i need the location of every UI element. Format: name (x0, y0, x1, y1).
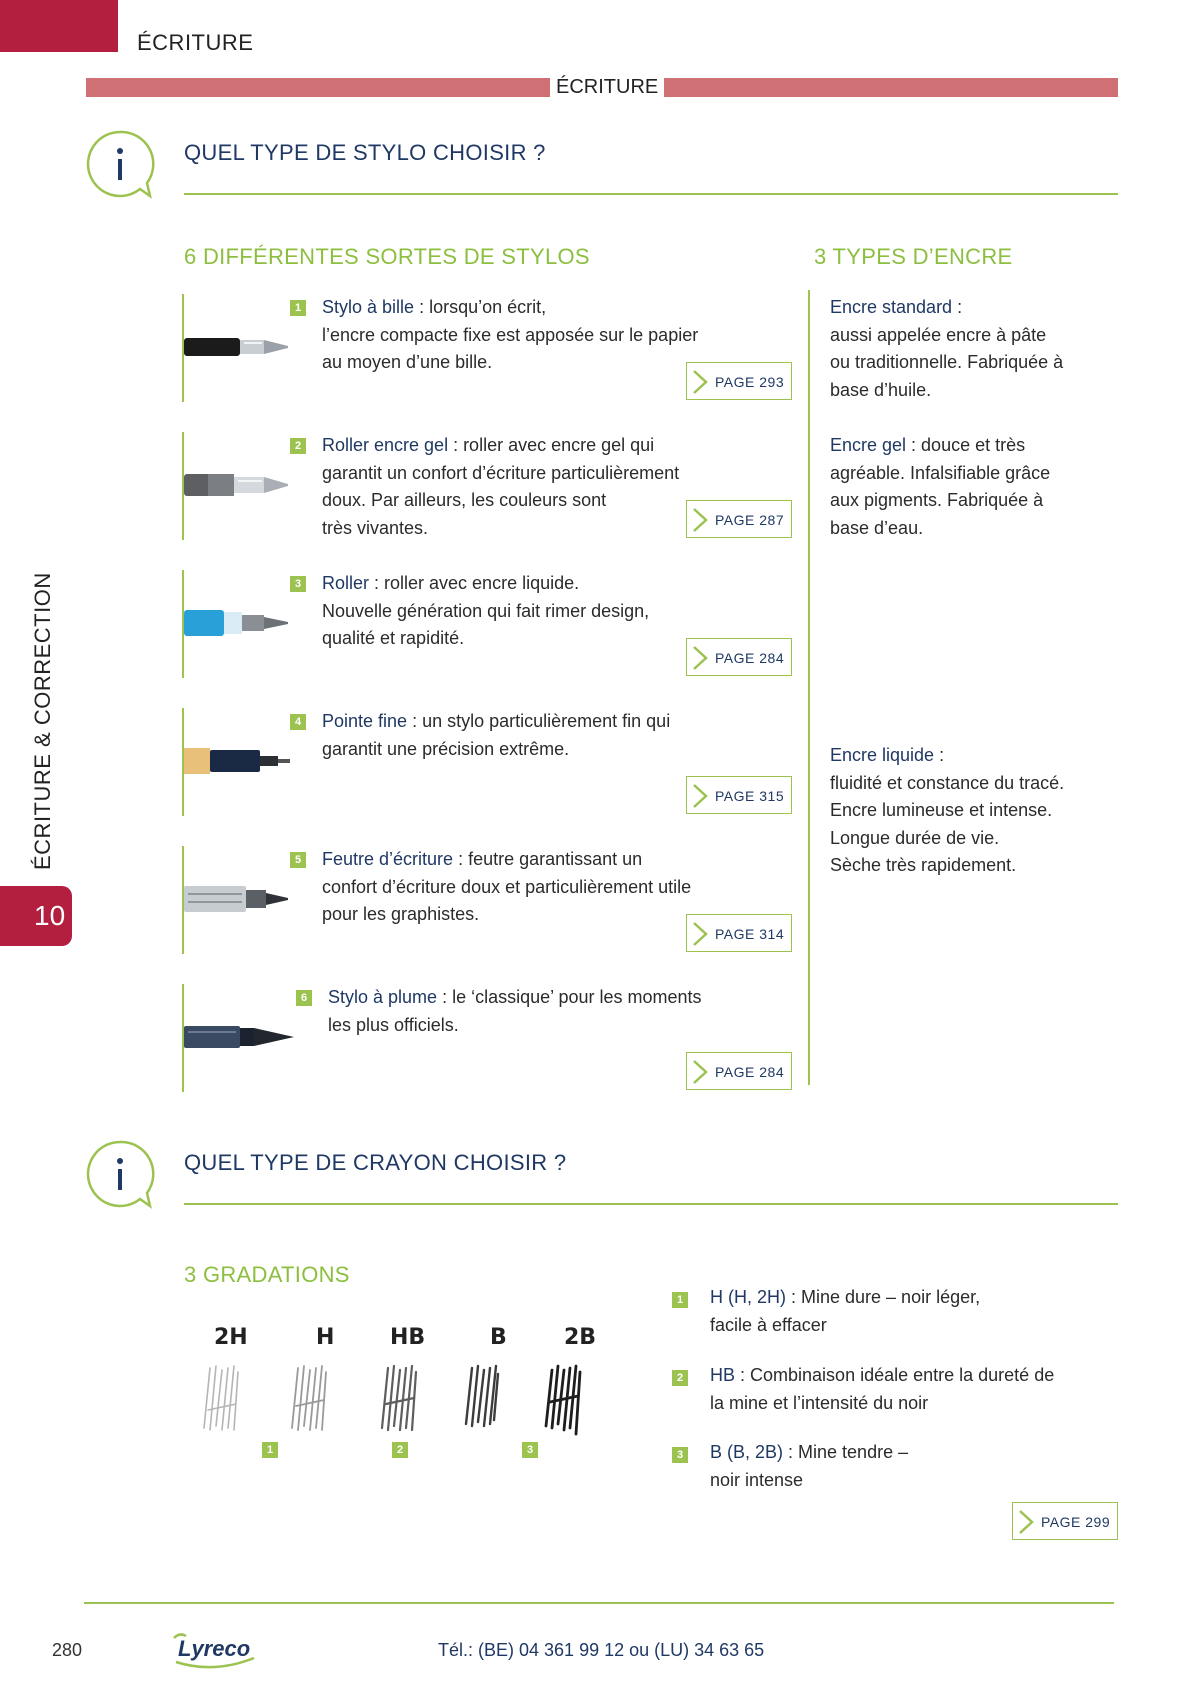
pen-text-line: : roller avec encre gel qui (448, 435, 655, 455)
chevron-right-icon (691, 369, 709, 395)
ink-text-line: Longue durée de vie. (830, 827, 1000, 848)
grade-text-line: : Combinaison idéale entre la dureté de (735, 1365, 1055, 1385)
chapter-tab[interactable] (0, 886, 72, 946)
pen-text-line: : un stylo particulièrement fin qui (407, 711, 671, 731)
inks-heading: 3 TYPES D’ENCRE (814, 244, 1013, 269)
ink-text-line: : (934, 745, 945, 765)
page-link-label: PAGE 287 (715, 512, 785, 528)
ink-text-line: Sèche très rapidement. (830, 855, 1017, 875)
running-title: ÉCRITURE (137, 30, 254, 55)
ink-text-line: Encre lumineuse et intense. (830, 800, 1053, 820)
pen-item (182, 984, 798, 1092)
grade-label: B (490, 1325, 507, 1350)
felt-pen-icon (184, 868, 294, 928)
grade-text-line: : Mine dure – noir léger, (786, 1287, 981, 1307)
pen-term: Roller encre gel (322, 435, 449, 455)
number-badge: 2 (672, 1370, 688, 1386)
grade-description (710, 1439, 1110, 1494)
pen-text-line: garantit un confort d’écriture particulièrement (322, 462, 680, 483)
pen-text-line: garantit une précision extrême. (322, 738, 570, 759)
ink-text-line: fluidité et constance du tracé. (830, 772, 1065, 793)
pen-term: Pointe fine (322, 711, 408, 731)
chevron-right-icon (691, 645, 709, 671)
number-badge: 3 (672, 1447, 688, 1463)
chevron-right-icon (691, 783, 709, 809)
ink-text-line: agréable. Infalsifiable grâce (830, 462, 1051, 483)
pen-text-line: : roller avec encre liquide. (369, 573, 580, 593)
pen-section-rule (184, 193, 1118, 195)
corner-color-block (0, 0, 118, 52)
grade-label: 2H (214, 1325, 248, 1350)
ink-text-line: aux pigments. Fabriquée à (830, 490, 1044, 510)
number-badge: 2 (290, 438, 306, 454)
page-link-button[interactable] (686, 1052, 792, 1090)
pen-description (290, 708, 770, 763)
pen-item (182, 708, 798, 816)
grade-description (710, 1362, 1110, 1417)
grade-text-line: : Mine tendre – (783, 1442, 909, 1462)
pen-text-line: Nouvelle génération qui fait rimer design, (322, 600, 650, 621)
info-bubble-icon (84, 1138, 156, 1210)
pen-text-line: doux. Par ailleurs, les couleurs sont (322, 490, 607, 510)
ink-text-line: ou traditionnelle. Fabriquée à (830, 352, 1064, 372)
grade-range-badge: 3 (522, 1442, 538, 1458)
ink-text-line: : douce et très (906, 435, 1026, 455)
page-link-button[interactable] (686, 776, 792, 814)
grade-label: H (316, 1325, 335, 1350)
ink-text-line: aussi appelée encre à pâte (830, 324, 1047, 345)
grade-term: HB (710, 1365, 736, 1385)
ink-description (830, 742, 1120, 880)
page-link-button[interactable] (686, 638, 792, 676)
pen-text-line: les plus officiels. (328, 1014, 459, 1035)
lyreco-logo[interactable] (168, 1628, 258, 1672)
grade-range-badge: 1 (262, 1442, 278, 1458)
ink-column-rule (808, 290, 810, 1085)
roller-pen-icon (184, 592, 294, 652)
pens-heading: 6 DIFFÉRENTES SORTES DE STYLOS (184, 244, 590, 269)
fineliner-pen-icon (184, 730, 294, 790)
pen-item (182, 432, 798, 540)
number-badge: 3 (290, 576, 306, 592)
chapter-vertical-label (30, 572, 60, 870)
grade-term: H (H, 2H) (710, 1287, 786, 1307)
grade-label: 2B (564, 1325, 597, 1350)
header-band-right (656, 78, 1118, 97)
chevron-right-icon (1017, 1509, 1035, 1535)
ink-text-line: base d’eau. (830, 517, 924, 538)
header-band-left (86, 78, 550, 97)
pen-term: Roller (322, 573, 370, 593)
ink-description (830, 432, 1120, 542)
number-badge: 1 (672, 1292, 688, 1308)
chevron-right-icon (691, 1059, 709, 1085)
pen-term: Stylo à plume (328, 987, 438, 1007)
pen-item (182, 570, 798, 678)
chapter-number: 10 (34, 900, 66, 931)
page-link-button[interactable] (686, 500, 792, 538)
page-number: 280 (52, 1640, 83, 1660)
page-link-button[interactable] (686, 914, 792, 952)
ink-text-line: base d’huile. (830, 379, 932, 400)
pen-text-line: très vivantes. (322, 517, 429, 538)
pen-text-line: qualité et rapidité. (322, 628, 465, 648)
grade-description (710, 1284, 1110, 1339)
gel-pen-icon (184, 454, 294, 514)
page-link-button[interactable] (686, 362, 792, 400)
ink-term: Encre standard (830, 297, 953, 317)
footer-rule (84, 1602, 1114, 1604)
chevron-right-icon (691, 921, 709, 947)
ink-description (830, 294, 1120, 404)
page-link-label: PAGE 293 (715, 374, 785, 390)
header-band-label: ÉCRITURE (550, 76, 664, 98)
pencil-strokes-illustration (196, 1360, 616, 1440)
pen-text-line: confort d’écriture doux et particulièrement utile (322, 876, 692, 897)
pen-text-line: au moyen d’une bille. (322, 352, 493, 372)
page-link-label: PAGE 315 (715, 788, 785, 804)
page-link-label: PAGE 299 (1041, 1514, 1111, 1530)
ballpoint-pen-icon (184, 316, 294, 376)
ink-term: Encre liquide (830, 745, 935, 765)
contact-phone: Tél.: (BE) 04 361 99 12 ou (LU) 34 63 65 (438, 1640, 765, 1660)
pen-text-line: pour les graphistes. (322, 904, 480, 924)
pen-text-line: : feutre garantissant un (453, 849, 643, 869)
page-link-button[interactable] (1012, 1502, 1118, 1540)
grade-range-badge: 2 (392, 1442, 408, 1458)
number-badge: 4 (290, 714, 306, 730)
fountain-pen-icon (184, 1006, 294, 1066)
grade-term: B (B, 2B) (710, 1442, 784, 1462)
pencil-section-rule (184, 1203, 1118, 1205)
info-bubble-icon (84, 128, 156, 200)
number-badge: 1 (290, 300, 306, 316)
gradations-heading: 3 GRADATIONS (184, 1262, 350, 1287)
page-link-label: PAGE 284 (715, 1064, 785, 1080)
grade-text-line: facile à effacer (710, 1314, 827, 1335)
pen-text-line: l’encre compacte fixe est apposée sur le papier (322, 324, 699, 345)
pen-term: Stylo à bille (322, 297, 415, 317)
pen-item (182, 846, 798, 954)
pen-term: Feutre d’écriture (322, 849, 454, 869)
pen-item (182, 294, 798, 402)
grade-text-line: la mine et l’intensité du noir (710, 1392, 929, 1413)
logo-text: Lyreco (178, 1636, 251, 1661)
ink-text-line: : (952, 297, 963, 317)
ink-term: Encre gel (830, 435, 907, 455)
pen-section-title: QUEL TYPE DE STYLO CHOISIR ? (184, 140, 546, 165)
pen-text-line: : lorsqu’on écrit, (414, 297, 547, 317)
number-badge: 5 (290, 852, 306, 868)
pen-text-line: : le ‘classique’ pour les moments (437, 987, 702, 1007)
chapter-label-text: ÉCRITURE & CORRECTION (30, 572, 55, 870)
page-link-label: PAGE 314 (715, 926, 785, 942)
pen-description (296, 984, 776, 1039)
chevron-right-icon (691, 507, 709, 533)
page-link-label: PAGE 284 (715, 650, 785, 666)
grade-label: HB (390, 1325, 426, 1350)
pencil-section-title: QUEL TYPE DE CRAYON CHOISIR ? (184, 1150, 567, 1175)
grade-text-line: noir intense (710, 1469, 804, 1490)
number-badge: 6 (296, 990, 312, 1006)
